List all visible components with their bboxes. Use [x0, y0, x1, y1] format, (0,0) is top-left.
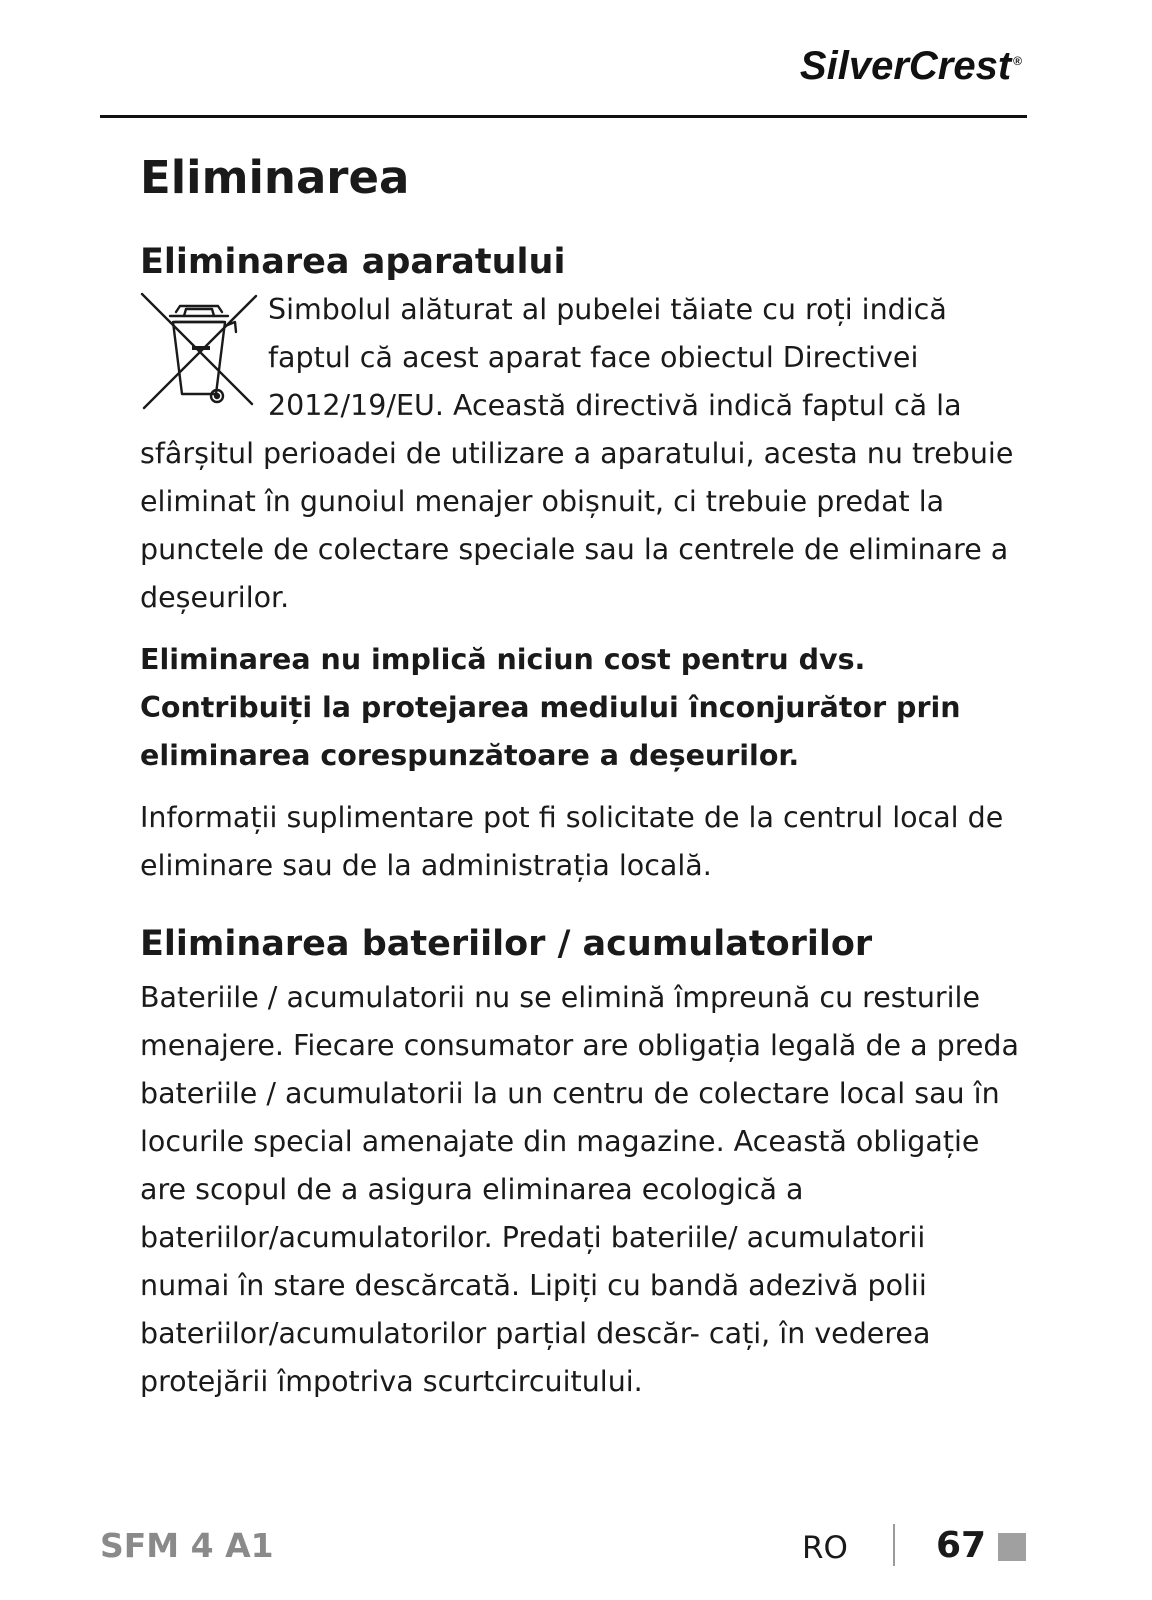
- appliance-disposal-block: [140, 286, 1020, 622]
- crossed-out-wheelie-bin-icon: [140, 292, 258, 412]
- battery-disposal-text: Bateriile / acumulatorii nu se elimină împreună cu resturile menajere. Fiecare consumator are obligația legală de a preda bateriile / acumulatorii la un centru de colectare local sau în locurile special amenajate din magazine. Această obligație are scopul de a asigura eliminarea ecologică a bateriilor/acumulatorilor. Predați bateriile/ acumulatorii numai în stare descărcată. Lipiți cu bandă adezivă polii bateriilor/acumulatorilor parțial descăr- cați, în vederea protejării împotriva scurtcircuitului.: [140, 981, 1019, 1398]
- header-rule: [100, 115, 1027, 118]
- appliance-disposal-text: Simbolul alăturat al pubelei tăiate cu roți indică faptul că acest aparat face obiectul Directivei 2012/19/EU. Această directivă indică faptul că la sfârșitul perioadei de utilizare a aparatului, acesta nu trebuie eliminat în gunoiul menajer obișnuit, ci trebuie predat la punctele de colectare speciale sau la centrele de eliminare a deșeurilor.: [140, 293, 1014, 614]
- footer-language-code: RO: [802, 1530, 848, 1566]
- brand-name: SilverCrest: [799, 44, 1012, 88]
- brand-logo: [800, 44, 1022, 89]
- page-number: 67: [936, 1525, 987, 1566]
- registered-mark: ®: [1013, 54, 1022, 68]
- footer-model-number: SFM 4 A1: [100, 1526, 274, 1565]
- additional-info-text: Informații suplimentare pot fi solicitate de la centrul local de eliminare sau de la administrația locală.: [140, 801, 1004, 882]
- page-title: Eliminarea: [140, 151, 410, 204]
- section-heading-batteries: Eliminarea bateriilor / acumulatorilor: [140, 924, 873, 964]
- footer-separator: [893, 1524, 895, 1566]
- disposal-cost-note: Eliminarea nu implică niciun cost pentru dvs. Contribuiți la protejarea mediului înconjurător prin eliminarea corespunzătoare a deșeurilor.: [140, 643, 961, 772]
- page-content: [140, 150, 1020, 1406]
- section-heading-appliance: Eliminarea aparatului: [140, 242, 566, 282]
- footer-marker-square: [998, 1533, 1026, 1561]
